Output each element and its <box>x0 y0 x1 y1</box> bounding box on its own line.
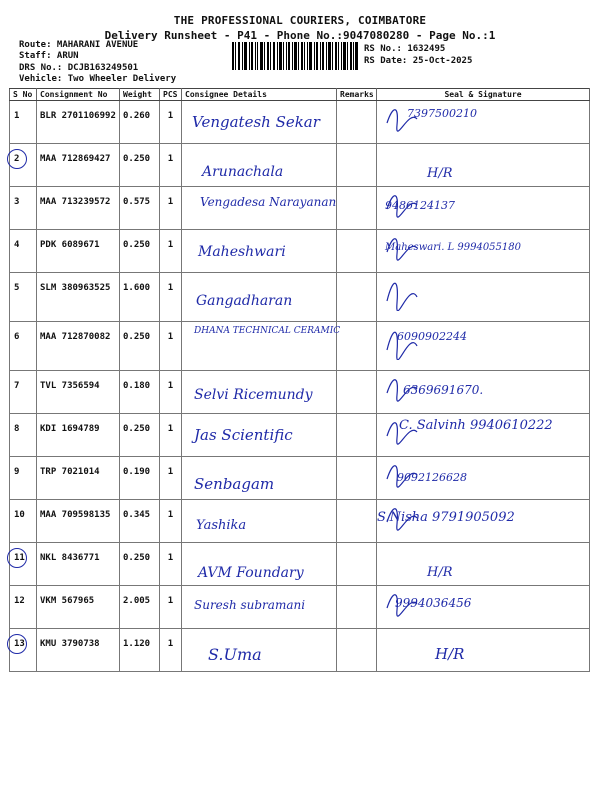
handwritten-signature: 7397500210 <box>407 107 477 120</box>
table-row <box>10 273 590 322</box>
signature-scribble <box>383 586 423 618</box>
signature-scribble <box>383 101 423 133</box>
row-consignee <box>182 629 337 672</box>
row-consignment: MAA 712870082 <box>37 322 120 371</box>
row-consignment: NKL 8436771 <box>37 543 120 586</box>
row-remarks <box>337 101 377 144</box>
company-title: THE PROFESSIONAL COURIERS, COIMBATORE <box>173 14 427 27</box>
signature-scribble <box>383 414 423 446</box>
sno-text: 11 <box>14 553 25 563</box>
sno-text: 6 <box>14 332 20 342</box>
barcode-image <box>232 42 358 70</box>
row-weight: 0.345 <box>120 500 160 543</box>
signature-scribble <box>383 230 423 262</box>
row-remarks <box>337 543 377 586</box>
vehicle-label: Vehicle: Two Wheeler Delivery <box>19 74 177 84</box>
row-remarks <box>337 144 377 187</box>
signature-scribble <box>383 322 423 360</box>
row-consignment: MAA 709598135 <box>37 500 120 543</box>
signature-scribble <box>383 273 423 311</box>
staff-label: Staff: ARUN <box>19 51 79 61</box>
row-weight: 2.005 <box>120 586 160 629</box>
row-consignment: MAA 713239572 <box>37 187 120 230</box>
row-pcs: 1 <box>160 187 182 230</box>
rs-date: RS Date: 25-Oct-2025 <box>364 56 473 66</box>
sno-text: 10 <box>14 510 25 520</box>
handwritten-signature: S.Nisha 9791905092 <box>377 510 515 525</box>
row-weight: 1.600 <box>120 273 160 322</box>
route-label: Route: MAHARANI AVENUE <box>19 40 139 50</box>
handwritten-consignee: S.Uma <box>208 645 262 664</box>
row-remarks <box>337 371 377 414</box>
row-consignment: TRP 7021014 <box>37 457 120 500</box>
handwritten-consignee: AVM Foundary <box>198 565 304 581</box>
runsheet-subtitle: Delivery Runsheet - P41 - Phone No.:9047080280 - Page No.:1 <box>104 29 496 42</box>
row-consignee <box>182 414 337 457</box>
row-remarks <box>337 322 377 371</box>
row-remarks <box>337 500 377 543</box>
sno-text: 7 <box>14 381 20 391</box>
row-consignee <box>182 322 341 371</box>
signature-scribble <box>383 457 423 489</box>
row-signature <box>377 371 590 414</box>
row-signature <box>377 414 590 457</box>
row-weight: 0.180 <box>120 371 160 414</box>
row-sno <box>10 230 37 273</box>
row-consignment: BLR 2701106992 <box>37 101 120 144</box>
row-signature <box>377 101 590 144</box>
handwritten-signature: Maheswari. L 9994055180 <box>385 242 521 253</box>
handwritten-signature: 6369691670. <box>403 383 484 397</box>
handwritten-consignee: Arunachala <box>202 164 284 180</box>
row-remarks <box>337 273 377 322</box>
sno-text: 4 <box>14 240 20 250</box>
row-consignee <box>182 273 337 322</box>
runsheet-table <box>9 88 590 672</box>
row-sno <box>10 273 37 322</box>
handwritten-signature: 6090902244 <box>397 330 467 343</box>
handwritten-consignee: Vengatesh Sekar <box>192 113 320 131</box>
table-row <box>10 322 590 371</box>
row-consignment: VKM 567965 <box>37 586 120 629</box>
row-signature <box>377 273 590 322</box>
rs-number: RS No.: 1632495 <box>364 44 446 54</box>
row-pcs: 1 <box>160 322 182 371</box>
row-pcs: 1 <box>160 500 182 543</box>
row-consignment: TVL 7356594 <box>37 371 120 414</box>
row-weight: 1.120 <box>120 629 160 672</box>
row-signature <box>377 144 590 187</box>
col-remarks: Remarks <box>337 89 377 101</box>
col-pcs: PCS <box>160 89 182 101</box>
table-row <box>10 230 590 273</box>
row-signature <box>377 457 590 500</box>
table-row <box>10 543 590 586</box>
row-remarks <box>337 230 377 273</box>
circled-mark <box>7 634 27 654</box>
row-pcs: 1 <box>160 457 182 500</box>
row-consignee <box>182 144 337 187</box>
row-pcs: 1 <box>160 629 182 672</box>
handwritten-signature: 9994036456 <box>395 596 472 610</box>
row-remarks <box>337 414 377 457</box>
handwritten-consignee: Yashika <box>196 518 247 533</box>
row-signature <box>377 500 590 543</box>
row-consignment: SLM 380963525 <box>37 273 120 322</box>
row-consignment: PDK 6089671 <box>37 230 120 273</box>
row-pcs: 1 <box>160 371 182 414</box>
row-pcs: 1 <box>160 230 182 273</box>
handwritten-consignee: Gangadharan <box>196 293 293 309</box>
row-pcs: 1 <box>160 101 182 144</box>
col-weight: Weight <box>120 89 160 101</box>
row-signature <box>377 543 590 586</box>
handwritten-signature: H/R <box>435 645 465 663</box>
row-remarks <box>337 629 377 672</box>
table-row <box>10 629 590 672</box>
handwritten-signature: H/R <box>427 166 453 181</box>
row-consignee <box>182 457 337 500</box>
handwritten-signature: 9092126628 <box>397 471 467 484</box>
signature-scribble <box>383 371 423 403</box>
row-weight: 0.575 <box>120 187 160 230</box>
handwritten-signature: C. Salvinh 9940610222 <box>399 418 553 433</box>
row-sno <box>10 322 37 371</box>
circled-mark <box>7 149 27 169</box>
handwritten-consignee: Selvi Ricemundy <box>194 387 313 403</box>
row-remarks <box>337 457 377 500</box>
row-sno <box>10 457 37 500</box>
row-signature <box>377 230 590 273</box>
row-consignee <box>182 187 337 230</box>
table-header-row <box>10 89 590 101</box>
handwritten-signature: 9486124137 <box>385 199 455 212</box>
row-signature <box>377 322 590 371</box>
table-row <box>10 586 590 629</box>
row-pcs: 1 <box>160 144 182 187</box>
row-weight: 0.250 <box>120 144 160 187</box>
row-sno <box>10 629 37 672</box>
row-sno <box>10 101 37 144</box>
col-consignment: Consignment No <box>37 89 120 101</box>
row-consignment: KDI 1694789 <box>37 414 120 457</box>
handwritten-consignee: Senbagam <box>194 475 275 493</box>
row-consignment: KMU 3790738 <box>37 629 120 672</box>
row-sno <box>10 500 37 543</box>
row-sno <box>10 586 37 629</box>
row-sno <box>10 187 37 230</box>
row-signature <box>377 629 590 672</box>
table-row <box>10 144 590 187</box>
row-sno <box>10 144 37 187</box>
handwritten-consignee: Maheshwari <box>198 244 286 260</box>
handwritten-consignee: DHANA TECHNICAL CERAMIC <box>194 326 341 336</box>
table-row <box>10 371 590 414</box>
row-pcs: 1 <box>160 586 182 629</box>
handwritten-consignee: Suresh subramani <box>194 598 306 612</box>
sno-text: 13 <box>14 639 25 649</box>
row-sno <box>10 543 37 586</box>
sno-text: 8 <box>14 424 20 434</box>
row-sno <box>10 371 37 414</box>
sno-text: 12 <box>14 596 25 606</box>
row-remarks <box>337 187 377 230</box>
row-sno <box>10 414 37 457</box>
sno-text: 9 <box>14 467 20 477</box>
row-consignee <box>182 500 337 543</box>
row-weight: 0.250 <box>120 322 160 371</box>
row-weight: 0.250 <box>120 230 160 273</box>
sno-text: 1 <box>14 111 20 121</box>
table-row <box>10 414 590 457</box>
row-pcs: 1 <box>160 414 182 457</box>
col-seal: Seal & Signature <box>377 89 590 101</box>
table-row <box>10 457 590 500</box>
handwritten-consignee: Jas Scientific <box>194 426 293 444</box>
row-remarks <box>337 586 377 629</box>
drs-number: DRS No.: DCJB163249501 <box>19 63 139 73</box>
row-pcs: 1 <box>160 543 182 586</box>
row-pcs: 1 <box>160 273 182 322</box>
row-weight: 0.190 <box>120 457 160 500</box>
table-row <box>10 187 590 230</box>
row-signature <box>377 187 590 230</box>
row-consignment: MAA 712869427 <box>37 144 120 187</box>
handwritten-consignee: Vengadesa Narayanan <box>200 195 337 209</box>
row-consignee <box>182 586 337 629</box>
sno-text: 2 <box>14 154 20 164</box>
sno-text: 3 <box>14 197 20 207</box>
handwritten-signature: H/R <box>427 565 453 580</box>
table-row <box>10 101 590 144</box>
col-sno: S No <box>10 89 37 101</box>
row-consignee <box>182 543 337 586</box>
row-signature <box>377 586 590 629</box>
col-consignee: Consignee Details <box>182 89 337 101</box>
row-consignee <box>182 230 337 273</box>
row-consignee <box>182 101 337 144</box>
table-row <box>10 500 590 543</box>
signature-scribble <box>383 500 423 532</box>
row-consignee <box>182 371 337 414</box>
row-weight: 0.250 <box>120 414 160 457</box>
row-weight: 0.250 <box>120 543 160 586</box>
circled-mark <box>7 548 27 568</box>
sno-text: 5 <box>14 283 20 293</box>
signature-scribble <box>383 187 423 219</box>
row-weight: 0.260 <box>120 101 160 144</box>
